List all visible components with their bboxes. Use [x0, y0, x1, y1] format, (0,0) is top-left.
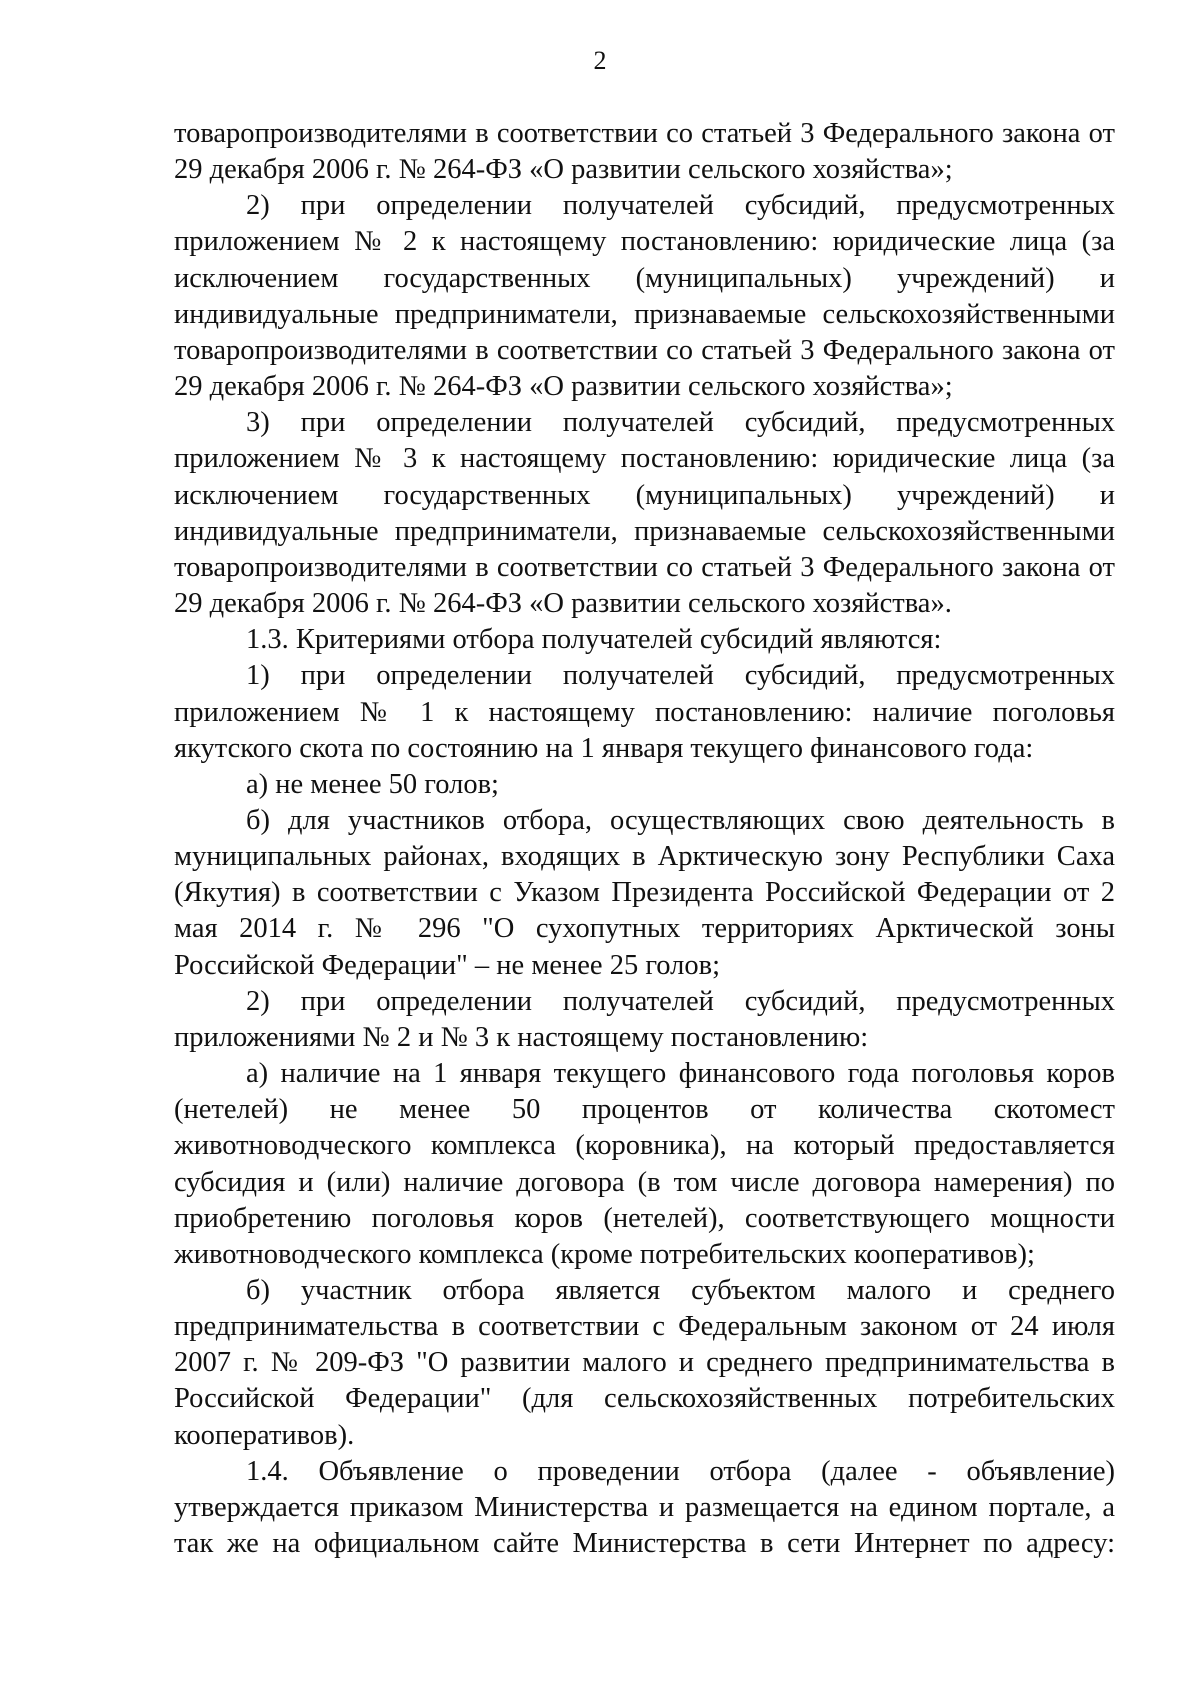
page-number: 2	[593, 46, 607, 75]
paragraph-criteria-2b: б) участник отбора является субъектом малого и среднего предпринимательства в соответствии с Федеральным законом от 24 июля 2007 г. № 209-ФЗ "О развитии малого и среднего предпринимательства в Российской Федерации" (для сельскохозяйственных потребительских кооперативов).	[174, 1275, 1115, 1451]
paragraph-criteria-2a: а) наличие на 1 января текущего финансового года поголовья коров (нетелей) не менее 50 процентов от количества скотомест животноводческого комплекса (коровника), на который предоставляется субсидия и (или) наличие договора (в том числе договора намерения) по приобретению поголовья коров (нетелей), соответствующего мощности животноводческого комплекса (кроме потребительских кооперативов);	[174, 1058, 1115, 1270]
paragraph-continuation: товаропроизводителями в соответствии со статьей 3 Федерального закона от 29 декабря 2006 г. № 264-ФЗ «О развитии сельского хозяйства»;	[174, 118, 1115, 186]
paragraph-section-1-3: 1.3. Критериями отбора получателей субсидий являются:	[246, 624, 942, 656]
document-body	[174, 116, 1115, 1562]
paragraph-section-1-4: 1.4. Объявление о проведении отбора (далее - объявление) утверждается приказом Министерства и размещается на едином портале, а так же на официальном сайте Министерства в сети Интернет по адресу:	[174, 1455, 1115, 1560]
paragraph-criteria-2: 2) при определении получателей субсидий, предусмотренных приложениями № 2 и № 3 к настоящему постановлению:	[174, 985, 1115, 1053]
paragraph-item-3: 3) при определении получателей субсидий, предусмотренных приложением № 3 к настоящему постановлению: юридические лица (за исключением государственных (муниципальных) учреждений) и индивидуальные предприниматели, признаваемые сельскохозяйственными товаропроизводителями в соответствии со статьей 3 Федерального закона от 29 декабря 2006 г. № 264-ФЗ «О развитии сельского хозяйства».	[174, 407, 1115, 620]
paragraph-criteria-1a: а) не менее 50 голов;	[246, 768, 499, 800]
paragraph-criteria-1: 1) при определении получателей субсидий, предусмотренных приложением № 1 к настоящему постановлению: наличие поголовья якутского скота по состоянию на 1 января текущего финансового года:	[174, 660, 1115, 764]
paragraph-item-2: 2) при определении получателей субсидий, предусмотренных приложением № 2 к настоящему постановлению: юридические лица (за исключением государственных (муниципальных) учреждений) и индивидуальные предприниматели, признаваемые сельскохозяйственными товаропроизводителями в соответствии со статьей 3 Федерального закона от 29 декабря 2006 г. № 264-ФЗ «О развитии сельского хозяйства»;	[174, 190, 1115, 403]
paragraph-criteria-1b: б) для участников отбора, осуществляющих свою деятельность в муниципальных районах, входящих в Арктическую зону Республики Саха (Якутия) в соответствии с Указом Президента Российской Федерации от 2 мая 2014 г. № 296 "О сухопутных территориях Арктической зоны Российской Федерации" – не менее 25 голов;	[174, 804, 1115, 981]
